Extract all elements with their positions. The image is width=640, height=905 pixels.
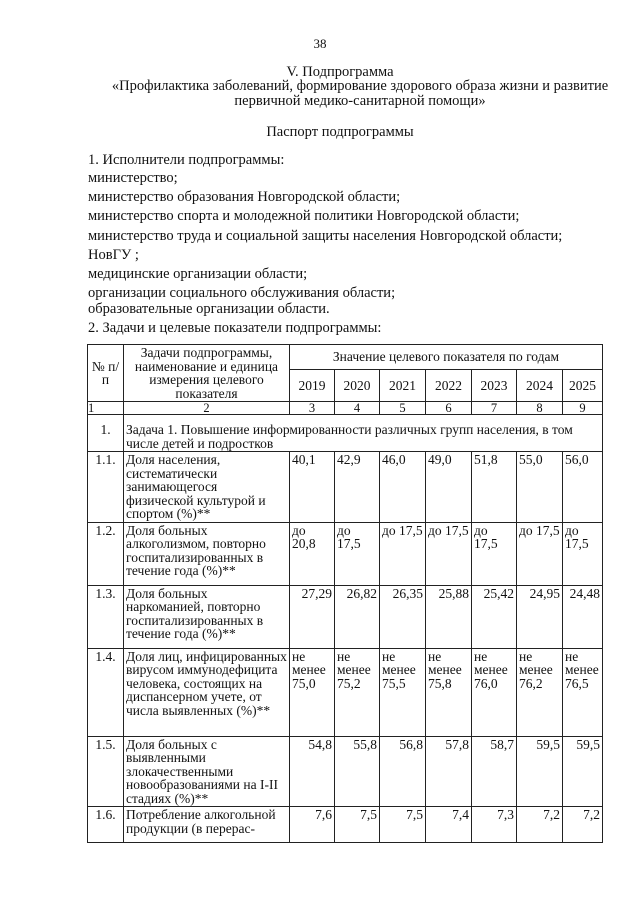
column-index: 1 [88, 402, 124, 415]
indicator-name: Доля больных наркоманией, повторно госпитализированных в течение года (%)** [124, 585, 290, 648]
indicator-value: 7,6 [290, 807, 335, 843]
indicator-value: 24,95 [517, 585, 563, 648]
row-number: 1.5. [88, 736, 124, 807]
indicator-value: до 17,5 [472, 522, 517, 585]
indicator-value: не менее 75,2 [335, 648, 380, 736]
indicator-value: не менее 75,0 [290, 648, 335, 736]
year-header: 2023 [472, 370, 517, 402]
indicator-value: до 20,8 [290, 522, 335, 585]
indicator-name: Доля больных алкоголизмом, повторно госпитализированных в течение года (%)** [124, 522, 290, 585]
row-number: 1.1. [88, 452, 124, 523]
section-1-header: 1. Исполнители подпрограммы: [88, 152, 285, 168]
indicator-value: 57,8 [426, 736, 472, 807]
year-header: 2022 [426, 370, 472, 402]
executor-item: организации социального обслуживания области; [88, 285, 396, 301]
indicator-value: 7,5 [380, 807, 426, 843]
year-header: 2020 [335, 370, 380, 402]
indicator-value: 40,1 [290, 452, 335, 523]
executor-item: министерство; [88, 170, 178, 186]
section-2-header: 2. Задачи и целевые показатели подпрограммы: [88, 320, 382, 336]
indicator-name: Потребление алкогольной продукции (в перерас- [124, 807, 290, 843]
indicator-value: 7,2 [517, 807, 563, 843]
row-number: 1.6. [88, 807, 124, 843]
indicator-value: до 17,5 [335, 522, 380, 585]
indicator-value: 59,5 [517, 736, 563, 807]
page-number: 38 [313, 36, 327, 51]
indicator-value: 55,0 [517, 452, 563, 523]
column-index: 6 [426, 402, 472, 415]
indicator-value: 46,0 [380, 452, 426, 523]
column-index: 7 [472, 402, 517, 415]
indicator-value: 42,9 [335, 452, 380, 523]
indicator-value: не менее 76,2 [517, 648, 563, 736]
col-values-header: Значение целевого показателя по годам [290, 345, 603, 370]
indicator-value: до 17,5 [426, 522, 472, 585]
indicator-value: 55,8 [335, 736, 380, 807]
indicator-value: 54,8 [290, 736, 335, 807]
subprogram-subtitle [40, 79, 640, 109]
executor-item: НовГУ ; [88, 247, 139, 263]
indicator-value: 7,2 [563, 807, 603, 843]
indicator-value: 56,8 [380, 736, 426, 807]
indicator-value: не менее 76,5 [563, 648, 603, 736]
indicator-value: 25,88 [426, 585, 472, 648]
year-header: 2021 [380, 370, 426, 402]
row-number: 1.3. [88, 585, 124, 648]
passport-heading: Паспорт подпрограммы [266, 124, 414, 140]
indicator-value: 7,3 [472, 807, 517, 843]
indicator-value: 26,35 [380, 585, 426, 648]
subprogram-title: V. Подпрограмма [286, 64, 394, 80]
column-index: 8 [517, 402, 563, 415]
indicator-value: 58,7 [472, 736, 517, 807]
indicator-value: 27,29 [290, 585, 335, 648]
indicator-value: не менее 76,0 [472, 648, 517, 736]
col-task-header: Задачи подпрограммы, наименование и единица измерения целевого показателя [124, 345, 290, 402]
col-number-header: № п/п [88, 345, 124, 402]
column-index: 2 [124, 402, 290, 415]
task-number: 1. [88, 415, 124, 452]
column-index: 5 [380, 402, 426, 415]
indicator-value: до 17,5 [517, 522, 563, 585]
year-header: 2025 [563, 370, 603, 402]
indicator-value: 7,5 [335, 807, 380, 843]
indicator-value: 24,48 [563, 585, 603, 648]
executor-item: образовательные организации области. [88, 301, 330, 317]
row-number: 1.2. [88, 522, 124, 585]
column-index: 4 [335, 402, 380, 415]
column-index: 9 [563, 402, 603, 415]
indicator-value: 56,0 [563, 452, 603, 523]
indicator-value: 7,4 [426, 807, 472, 843]
indicators-table [87, 344, 603, 843]
indicator-value: до 17,5 [380, 522, 426, 585]
indicator-name: Доля больных с выявленными злокачественными новообразованиями на I-II стадиях (%)** [124, 736, 290, 807]
executor-item: медицинские организации области; [88, 266, 308, 282]
subtitle-line-2: первичной медико-санитарной помощи» [234, 93, 486, 109]
year-header: 2024 [517, 370, 563, 402]
indicator-value: 51,8 [472, 452, 517, 523]
indicator-value: не менее 75,8 [426, 648, 472, 736]
indicator-value: 49,0 [426, 452, 472, 523]
year-header: 2019 [290, 370, 335, 402]
executor-item: министерство спорта и молодежной политики Новгородской области; [88, 208, 520, 224]
executor-item: министерство труда и социальной защиты населения Новгородской области; [88, 228, 563, 244]
indicator-name: Доля населения, систематически занимающегося физической культурой и спортом (%)** [124, 452, 290, 523]
indicator-name: Доля лиц, инфицированных вирусом иммунодефицита человека, состоящих на диспансерном учете, от числа выявленных (%)** [124, 648, 290, 736]
indicator-value: не менее 75,5 [380, 648, 426, 736]
column-index: 3 [290, 402, 335, 415]
executor-item: министерство образования Новгородской области; [88, 189, 401, 205]
subtitle-line-1: «Профилактика заболеваний, формирование здорового образа жизни и развитие [111, 78, 609, 94]
indicator-value: 25,42 [472, 585, 517, 648]
indicator-value: 26,82 [335, 585, 380, 648]
indicator-value: 59,5 [563, 736, 603, 807]
task-title: Задача 1. Повышение информированности различных групп населения, в том числе детей и подростков [124, 415, 603, 452]
indicator-value: до 17,5 [563, 522, 603, 585]
row-number: 1.4. [88, 648, 124, 736]
